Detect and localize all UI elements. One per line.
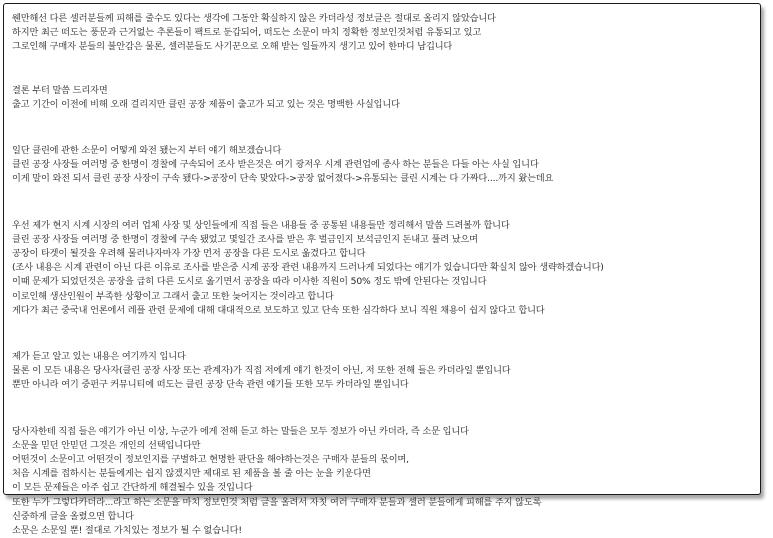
text-line: 클린 공장 사장들 여러명 중 한명이 경찰에 구속되어 조사 받은것은 여기 광저우 시계 관련업에 종사 하는 분들은 다들 아는 사실 입니다 (12, 159, 539, 171)
text-line: 이로인해 생산인원이 부족한 상황이고 그래서 출고 또한 늦어지는 것이라고 합니다 (12, 290, 334, 302)
text-line: 이 모든 문제들은 아주 쉽고 간단하게 해결될수 있을 것입니다 (12, 482, 253, 494)
text-line: 우선 제가 현지 시계 시장의 여러 업체 사장 및 상인들에게 직접 들은 내용들 중 공통된 내용들만 정리해서 말씀 드려볼까 합니다 (12, 219, 510, 231)
text-line: 소문은 소문일 뿐! 절대로 가치있는 정보가 될 수 없습니다! (12, 525, 242, 537)
text-line: 결론 부터 말씀 드리자면 (12, 84, 108, 96)
text-line: 뿐만 아니라 여기 중펀구 커뮤니티에 떠도는 클린 공장 단속 관련 얘기들 또한 모두 카더라일 뿐입니다 (12, 379, 409, 391)
text-line: 또한 누가 그렇다카더라...라고 하는 소문을 마치 정보인것 처럼 글을 올려서 자칫 여러 구매자 분들과 셀러 분들에게 피해를 주지 않도록 (12, 496, 542, 508)
text-line: 공장이 타겟이 될것을 우려해 물러나자마자 가장 먼저 공장을 다른 도시로 옮겼다고 합니다 (12, 248, 366, 260)
paragraph-details (12, 219, 754, 318)
text-line: 어떤것이 소문이고 어떤것이 정보인지를 구별하고 현명한 판단을 해야하는것은 구매자 분들의 몫이며, (12, 454, 409, 466)
text-line: 처음 시계를 접하시는 분들에게는 쉽지 않겠지만 제대로 된 제품을 볼 줄 아는 눈을 키운다면 (12, 468, 371, 480)
text-line: 당사자한테 직접 들은 얘기가 아닌 이상, 누군가 에게 전해 듣고 하는 말들은 모두 정보가 아닌 카더라, 즉 소문 입니다 (12, 425, 469, 437)
text-line: 이게 말이 와전 되서 클린 공장 사장이 구속 됐다->공장이 단속 맞았다->공장 없어졌다->유통되는 클린 시계는 다 가짜다....까지 왔는데요 (12, 173, 554, 185)
text-line: 일단 클린에 관한 소문이 어떻게 와전 됐는지 부터 얘기 해보겠습니다 (12, 145, 282, 157)
text-line: 게다가 최근 중국내 언론에서 레플 관련 문제에 대해 대대적으로 보도하고 있고 단속 또한 심각하다 보니 직원 채용이 쉽지 않다고 합니다 (12, 304, 545, 316)
paragraph-closing (12, 425, 754, 538)
text-line: 웬만해선 다른 셀러분들께 피해를 줄수도 있다는 생각에 그동안 확실하지 않은 카더라성 정보글은 절대로 올리지 않았습니다 (12, 13, 496, 24)
document-frame (3, 3, 761, 537)
text-line: 물론 이 모든 내용은 당사자(클린 공장 사장 또는 관계자)가 직접 저에게 얘기 한것이 아닌, 저 또한 전해 들은 카더라일 뿐입니다 (12, 365, 511, 377)
text-line: 출고 기간이 이전에 비해 오래 걸리지만 클린 공장 제품이 출고가 되고 있는 것은 명백한 사실입니다 (12, 98, 400, 110)
document-body (12, 12, 754, 538)
text-line: 클린 공장 사장들 여러명 중 한명이 경찰에 구속 됐었고 몇일간 조사를 받은 후 벌금인지 보석금인지 돈내고 풀려 났으며 (12, 233, 478, 245)
text-line: 신중하게 글을 올렸으면 합니다 (12, 510, 134, 522)
text-line: 하지만 최근 떠도는 풍문과 근거없는 추론들이 팩트로 둔갑되어, 떠도는 소문이 마치 정확한 정보인것처럼 유통되고 있고 (12, 27, 482, 39)
paragraph-conclusion (12, 84, 754, 112)
text-line: 이때 문제가 되었던것은 공장을 급히 다른 도시로 옮기면서 공장을 따라 이사한 직원이 50% 정도 밖에 안된다는 것입니다 (12, 276, 487, 288)
text-line: (조사 내용은 시계 관련이 아닌 다른 이유로 조사를 받은중 시계 공장 관련 내용까지 드러나게 되었다는 얘기가 있습니다만 확실치 않아 생략하겠습니다) (12, 262, 604, 274)
text-line: 그로인해 구매자 분들의 불안감은 물론, 셀러분들도 사기꾼으로 오해 받는 일들까지 생기고 있어 한마디 남깁니다 (12, 41, 453, 53)
text-line: 소문을 믿던 안믿던 그것은 개인의 선택입니다만 (12, 439, 201, 451)
paragraph-disclaimer (12, 350, 754, 393)
paragraph-rumor-origin (12, 144, 754, 187)
paragraph-intro (12, 12, 754, 55)
text-line: 제가 듣고 알고 있는 내용은 여기까지 입니다 (12, 351, 186, 363)
